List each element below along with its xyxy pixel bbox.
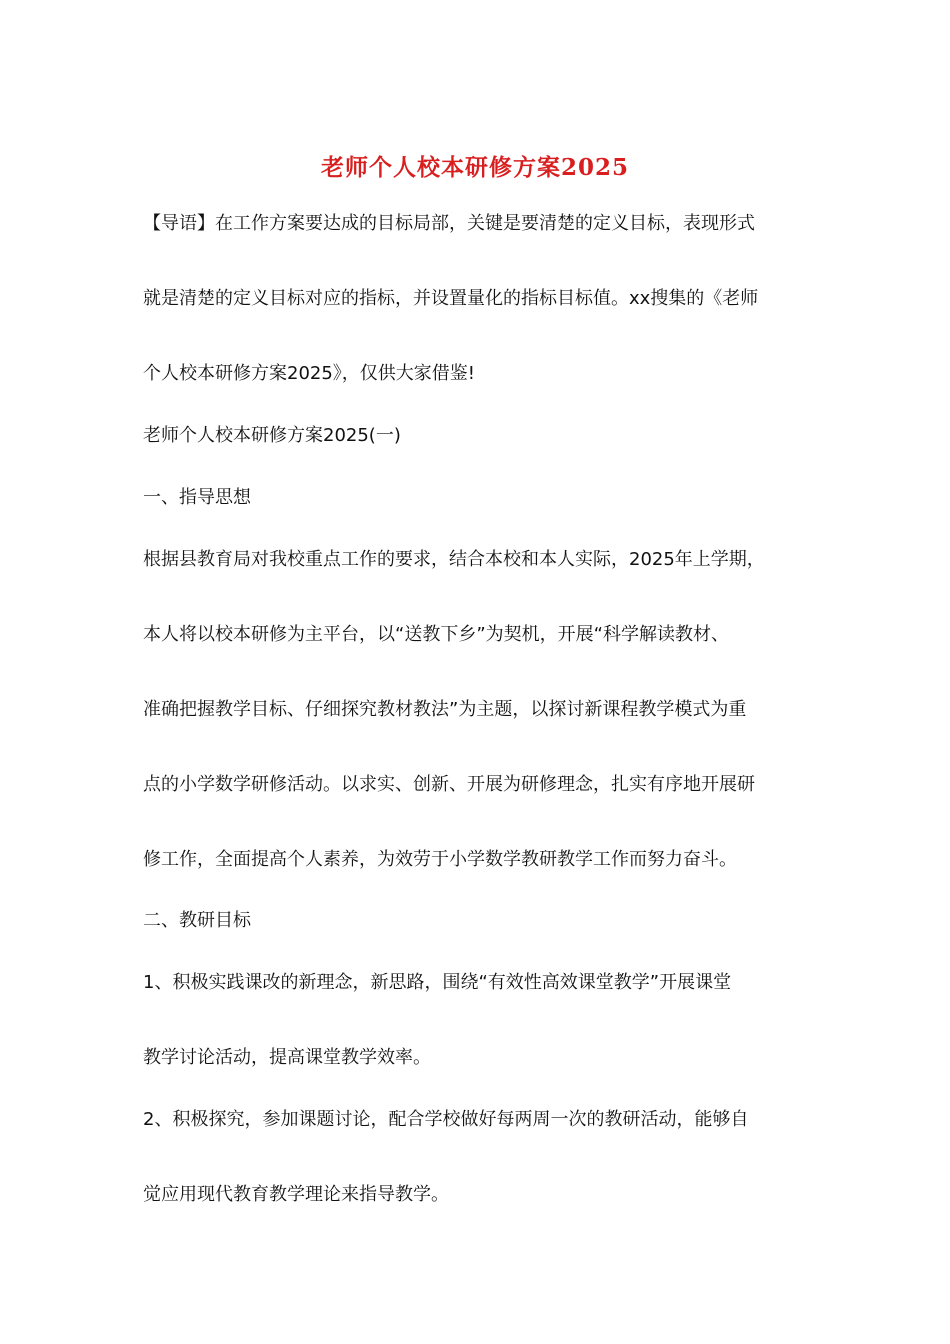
paragraph-line: 点的小学数学研修活动。以求实、创新、开展为研修理念，扎实有序地开展研	[143, 774, 755, 795]
paragraph-line: 觉应用现代教育教学理论来指导教学。	[143, 1184, 449, 1205]
paragraph-line: 就是清楚的定义目标对应的指标，并设置量化的指标目标值。xx搜集的《老师	[143, 288, 759, 309]
paragraph-line: 根据县教育局对我校重点工作的要求，结合本校和本人实际，2025年上学期，	[143, 549, 765, 570]
paragraph-line: 准确把握教学目标、仔细探究教材教法”为主题，以探讨新课程教学模式为重	[143, 699, 747, 720]
paragraph-line: 本人将以校本研修为主平台，以“送教下乡”为契机，开展“科学解读教材、	[143, 624, 729, 645]
paragraph-line: 1、积极实践课改的新理念，新思路，围绕“有效性高效课堂教学”开展课堂	[143, 972, 732, 993]
document-title: 老师个人校本研修方案2025	[320, 154, 629, 181]
section-heading: 一、指导思想	[143, 487, 251, 508]
section-heading: 二、教研目标	[143, 910, 251, 931]
paragraph-line: 2、积极探究，参加课题讨论，配合学校做好每两周一次的教研活动，能够自	[143, 1109, 749, 1130]
paragraph-line: 修工作，全面提高个人素养，为效劳于小学数学教研教学工作而努力奋斗。	[143, 849, 737, 870]
paragraph-line: 个人校本研修方案2025》，仅供大家借鉴!	[143, 363, 476, 384]
section-heading: 老师个人校本研修方案2025(一)	[143, 425, 401, 446]
paragraph-line: 教学讨论活动，提高课堂教学效率。	[143, 1047, 431, 1068]
paragraph-line: 【导语】在工作方案要达成的目标局部，关键是要清楚的定义目标，表现形式	[143, 213, 755, 234]
